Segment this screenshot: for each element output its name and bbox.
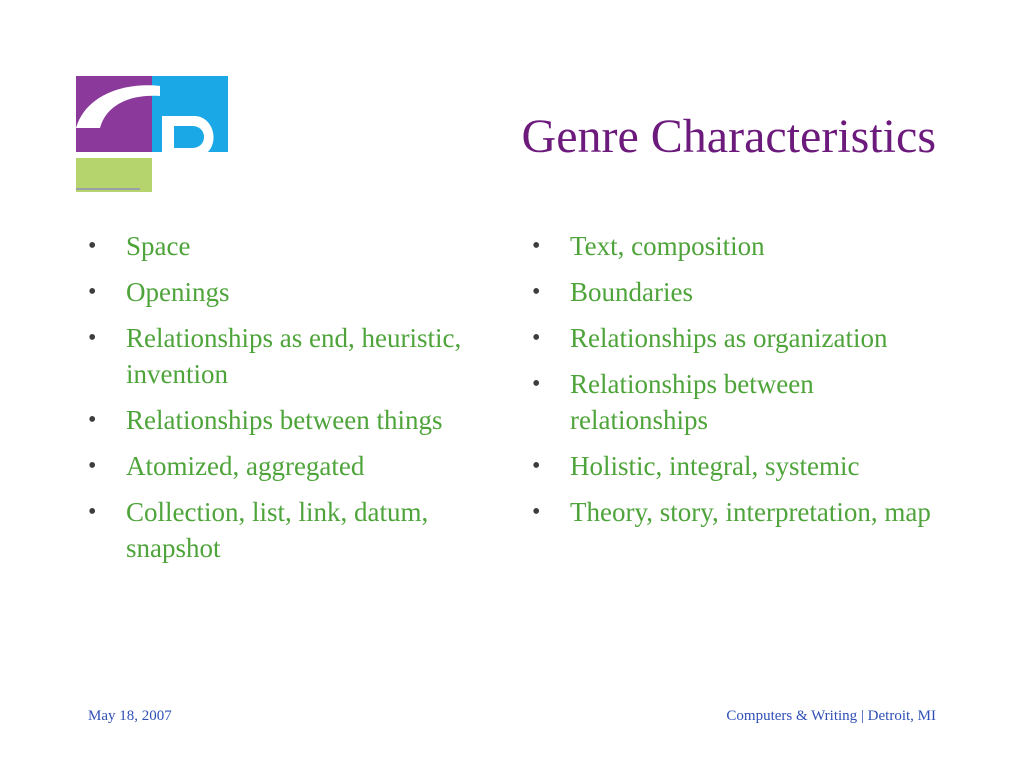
list-item [532, 448, 932, 484]
bullet-icon: • [532, 453, 541, 479]
slide-title: Genre Characteristics [521, 110, 936, 163]
footer-event: Computers & Writing | Detroit, MI [726, 708, 936, 724]
list-item-text: Collection, list, link, datum, snapshot [126, 497, 429, 563]
list-item-text: Relationships between relationships [570, 369, 814, 435]
list-item [532, 228, 932, 264]
list-item [532, 366, 932, 438]
list-item-text: Relationships between things [126, 405, 443, 435]
bullet-icon: • [88, 407, 97, 433]
footer-date: May 18, 2007 [88, 708, 172, 724]
bullet-icon: • [532, 325, 541, 351]
bullet-icon: • [532, 233, 541, 259]
list-item-text: Space [126, 231, 191, 261]
left-bullet-list [88, 228, 508, 576]
bullet-icon: • [532, 279, 541, 305]
list-item [88, 320, 508, 392]
bullet-icon: • [532, 499, 541, 525]
list-item [88, 274, 508, 310]
list-item [532, 494, 932, 530]
list-item [88, 494, 508, 566]
right-bullet-list [532, 228, 932, 540]
bullet-icon: • [88, 499, 97, 525]
list-item [88, 448, 508, 484]
cp-logo-graphic [76, 76, 228, 194]
bullet-icon: • [88, 279, 97, 305]
list-item-text: Text, composition [570, 231, 765, 261]
bullet-icon: • [532, 371, 541, 397]
list-item-text: Relationships as organization [570, 323, 888, 353]
list-item-text: Holistic, integral, systemic [570, 451, 860, 481]
bullet-icon: • [88, 325, 97, 351]
cp-logo [76, 76, 228, 194]
bullet-icon: • [88, 233, 97, 259]
list-item [88, 228, 508, 264]
list-item-text: Relationships as end, heuristic, invention [126, 323, 462, 389]
list-item-text: Theory, story, interpretation, map [570, 497, 931, 527]
list-item-text: Boundaries [570, 277, 693, 307]
list-item [532, 274, 932, 310]
list-item [88, 402, 508, 438]
list-item [532, 320, 932, 356]
list-item-text: Atomized, aggregated [126, 451, 365, 481]
list-item-text: Openings [126, 277, 230, 307]
bullet-icon: • [88, 453, 97, 479]
